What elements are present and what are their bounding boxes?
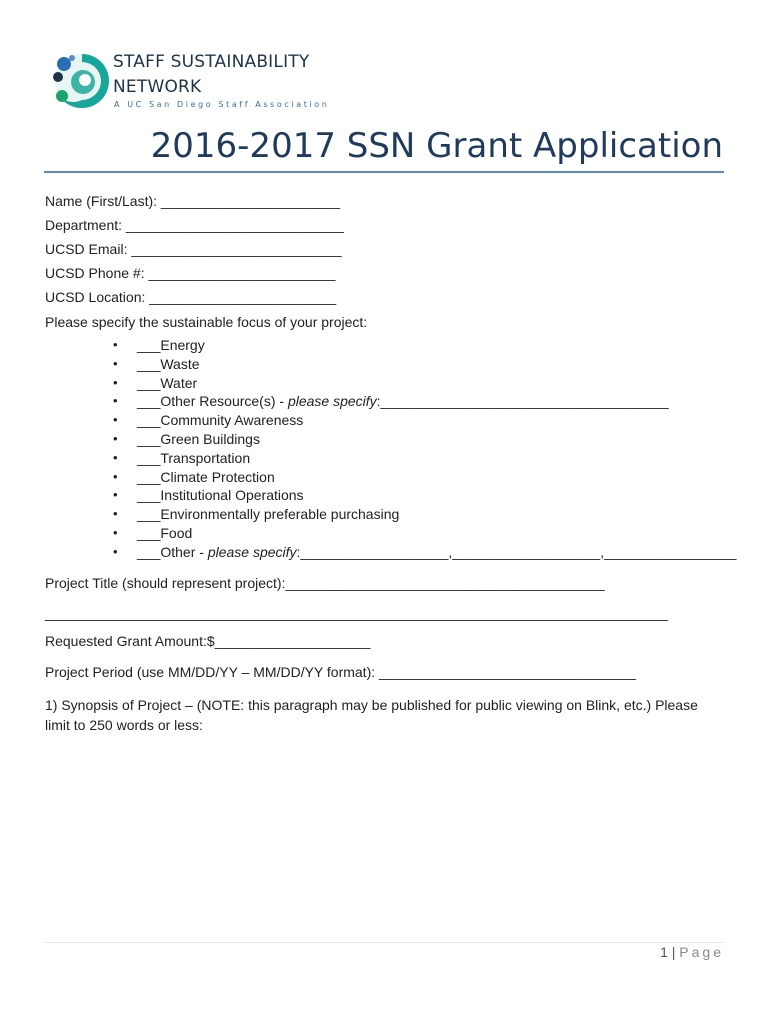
page-footer	[660, 944, 724, 960]
focus-item-label	[137, 430, 260, 449]
focus-item-label	[137, 374, 197, 393]
bullet-icon: •	[113, 506, 118, 522]
focus-item-text: ___Community Awareness	[137, 412, 304, 429]
bullet-icon: •	[113, 412, 118, 428]
bullet-icon: •	[113, 468, 118, 484]
focus-item-label	[137, 355, 200, 374]
page-separator: |	[667, 944, 680, 960]
focus-item-label	[137, 543, 736, 562]
focus-item-label	[137, 505, 399, 524]
org-name-line1: STAFF SUSTAINABILITY	[113, 52, 310, 72]
bullet-icon: •	[113, 337, 118, 352]
focus-item-text: ___Transportation	[137, 449, 251, 466]
focus-item-text: ___Water	[137, 374, 198, 391]
focus-prompt: Please specify the sustainable focus of your project:	[45, 314, 368, 330]
name-field[interactable]: Name (First/Last): _______________________	[45, 193, 340, 209]
page-word: Page	[679, 944, 724, 960]
focus-item-label	[137, 449, 250, 468]
title-underline	[44, 171, 724, 173]
focus-item-text: ___Institutional Operations	[137, 487, 304, 504]
bullet-icon: •	[113, 374, 118, 390]
focus-item-label	[137, 336, 205, 355]
project-title-field[interactable]: Project Title (should represent project):_________________________________________	[45, 575, 605, 591]
focus-item-label	[137, 411, 303, 430]
focus-item-text: ___Environmentally preferable purchasing	[137, 506, 400, 523]
footer-divider	[44, 942, 724, 943]
focus-item-text: ___Waste	[137, 355, 200, 372]
bullet-icon: •	[113, 449, 118, 465]
bullet-icon: •	[113, 524, 118, 540]
focus-item-blank[interactable]: :___________________,___________________,_________________	[296, 543, 737, 560]
bullet-icon: •	[113, 543, 118, 559]
focus-item-text: ___Other Resource(s) -	[137, 393, 288, 410]
focus-item-text: ___Green Buildings	[137, 430, 260, 447]
org-name-line2: NETWORK	[113, 77, 202, 97]
focus-item-specify: please specify	[287, 393, 377, 410]
bullet-icon: •	[113, 487, 118, 503]
department-field[interactable]: Department: ____________________________	[45, 217, 344, 233]
staff-sustainability-network-logo	[50, 50, 110, 110]
focus-item-label	[137, 524, 192, 543]
focus-item-label	[137, 392, 669, 411]
bullet-icon: •	[113, 393, 118, 409]
project-title-continuation[interactable]: ________________________________________________________________________________	[45, 605, 668, 621]
location-field[interactable]: UCSD Location: ________________________	[45, 289, 337, 305]
org-subtitle: A UC San Diego Staff Association	[114, 100, 330, 109]
page-number: 1	[660, 944, 668, 960]
focus-item-label	[137, 486, 304, 505]
email-field[interactable]: UCSD Email: ___________________________	[45, 241, 342, 257]
focus-item-text: ___Other -	[137, 543, 208, 560]
document-title: 2016-2017 SSN Grant Application	[150, 126, 723, 166]
focus-item-blank[interactable]: :_____________________________________	[376, 393, 669, 410]
bullet-icon: •	[113, 355, 118, 371]
focus-item-text: ___Energy	[137, 337, 205, 353]
grant-amount-field[interactable]: Requested Grant Amount:$____________________	[45, 633, 371, 649]
phone-field[interactable]: UCSD Phone #: ________________________	[45, 265, 336, 281]
focus-item-specify: please specify	[207, 543, 297, 560]
focus-item-text: ___Climate Protection	[137, 468, 275, 485]
bullet-icon: •	[113, 430, 118, 446]
project-period-field[interactable]: Project Period (use MM/DD/YY – MM/DD/YY format): _________________________________	[45, 664, 636, 680]
focus-item-label	[137, 468, 275, 487]
focus-item-text: ___Food	[137, 524, 193, 541]
synopsis-prompt: 1) Synopsis of Project – (NOTE: this paragraph may be published for public viewing on Blink, etc.) Please limit to 250 words or less:	[45, 697, 698, 733]
